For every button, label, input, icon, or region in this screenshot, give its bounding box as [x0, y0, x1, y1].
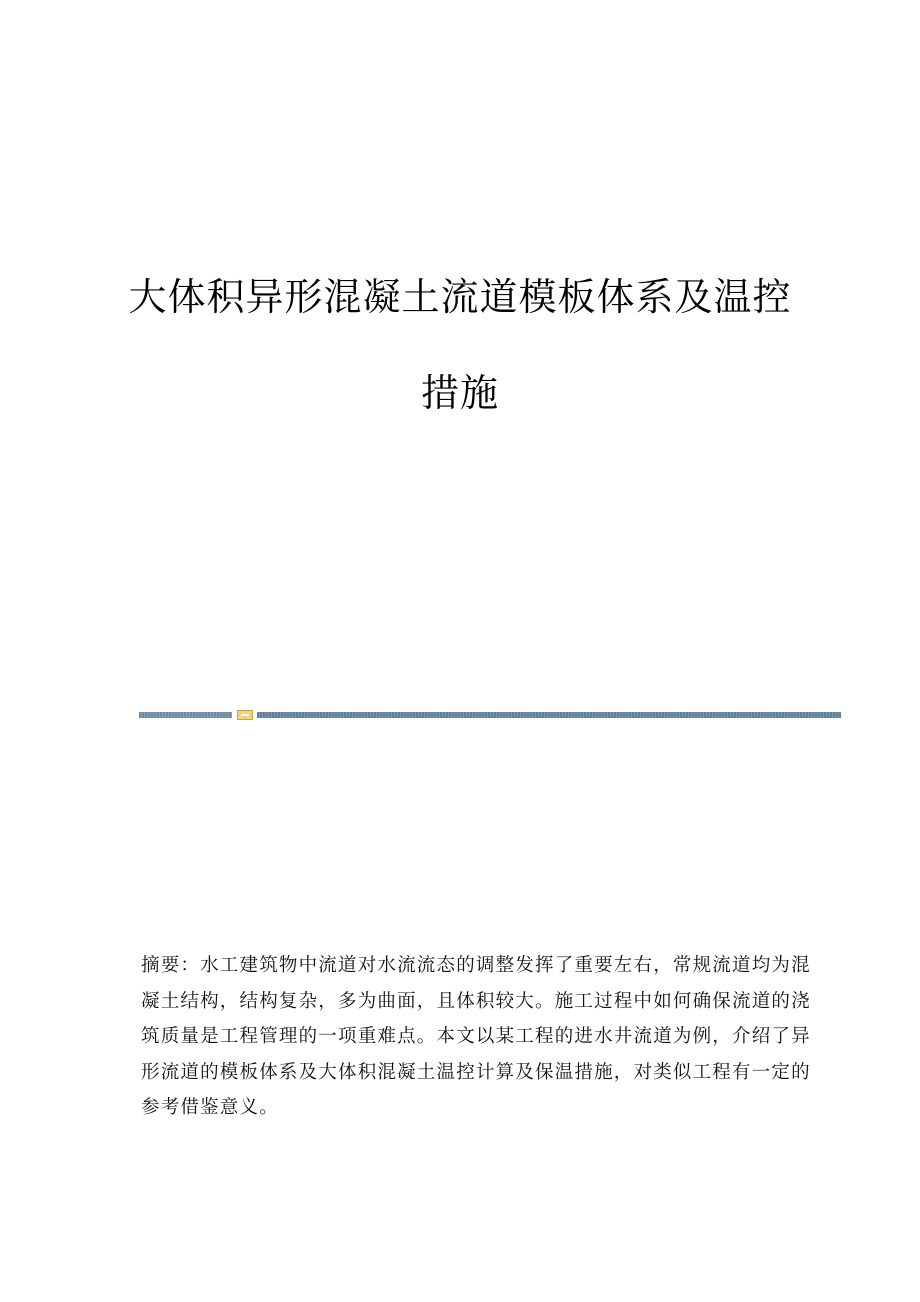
divider-ornament-icon [237, 710, 253, 720]
divider-bar-left [139, 712, 232, 718]
abstract-line: 形流道的模板体系及大体积混凝土温控计算及保温措施，对类似工程有一定的 [141, 1061, 811, 1083]
abstract-line: 筑质量是工程管理的一项重难点。本文以某工程的进水井流道为例，介绍了异 [141, 1026, 811, 1047]
document-title-line-2: 措施 [420, 371, 499, 415]
section-divider [139, 710, 841, 720]
abstract-line: 参考借鉴意义。 [141, 1097, 279, 1118]
abstract-paragraph [141, 948, 811, 1126]
abstract-line: 摘要：水工建筑物中流道对水流流态的调整发挥了重要左右，常规流道均为混 [141, 955, 811, 976]
divider-bar-right [257, 712, 841, 718]
document-title-line-1: 大体积异形混凝土流道模板体系及温控 [128, 275, 792, 319]
abstract-line: 凝土结构，结构复杂，多为曲面，且体积较大。施工过程中如何确保流道的浇 [141, 990, 811, 1012]
